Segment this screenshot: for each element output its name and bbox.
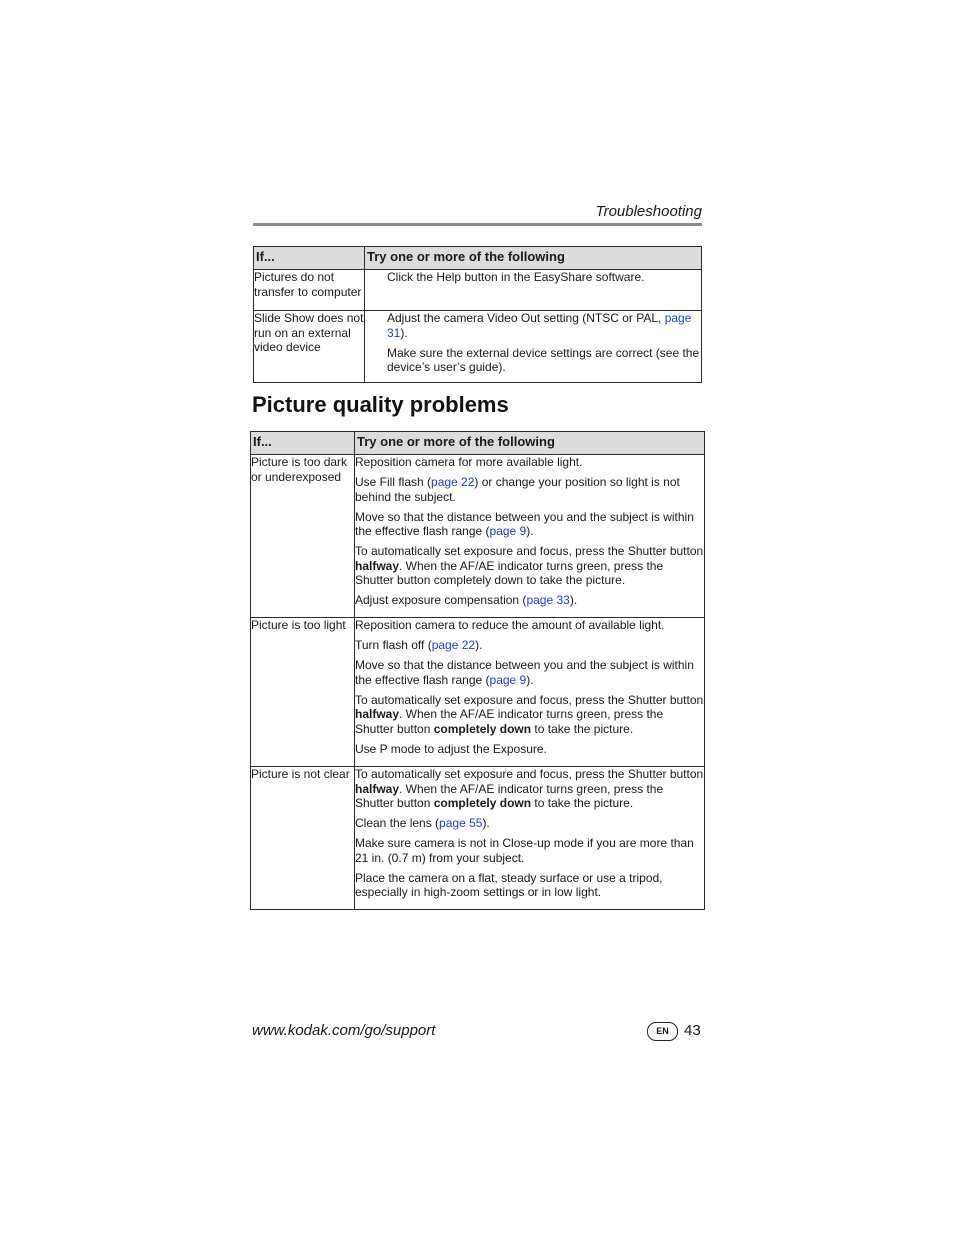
problem-cell: Slide Show does not run on an external video device <box>254 311 365 383</box>
solution-text: Turn flash off (page 22). <box>355 638 483 652</box>
solutions-cell <box>355 455 705 618</box>
solution-text: Make sure the external device settings are correct (see the device’s user’s guide). <box>387 345 700 374</box>
table-row <box>254 270 702 311</box>
header-rule <box>253 223 702 226</box>
column-header-try: Try one or more of the following <box>355 432 705 455</box>
problem-cell: Pictures do not transfer to computer <box>254 270 365 311</box>
solution-text: Clean the lens (page 55). <box>355 816 490 830</box>
running-header-title: Troubleshooting <box>595 203 702 220</box>
solution-text: Reposition camera for more available light. <box>355 455 583 469</box>
solution-text: Move so that the distance between you and the subject is within the effective flash range (page 9). <box>355 658 694 687</box>
solution-text: To automatically set exposure and focus, press the Shutter button halfway. When the AF/AE indicator turns green, press the Shutter button completely down to take the picture. <box>355 767 704 810</box>
page-link[interactable]: page 9 <box>489 672 527 687</box>
picture-quality-table <box>250 431 705 910</box>
troubleshooting-table <box>253 246 702 383</box>
solution-text: Adjust exposure compensation (page 33). <box>355 593 578 607</box>
problem-cell: Picture is too dark or underexposed <box>251 455 355 618</box>
page-link[interactable]: page 22 <box>431 475 475 489</box>
solution-text: Reposition camera to reduce the amount of available light. <box>355 618 665 632</box>
solutions-cell <box>365 270 702 311</box>
solution-text: Click the Help button in the EasyShare software. <box>387 270 645 284</box>
page-number: 43 <box>684 1022 701 1039</box>
table-row <box>251 767 705 910</box>
table-header-row <box>254 247 702 270</box>
page-link[interactable]: page 55 <box>439 816 483 830</box>
footer-support-url[interactable]: www.kodak.com/go/support <box>252 1022 436 1039</box>
table-row <box>251 455 705 618</box>
solution-text: Use P mode to adjust the Exposure. <box>355 741 547 756</box>
page-link[interactable]: page 9 <box>489 524 527 538</box>
solution-text: Adjust the camera Video Out setting (NTSC or PAL, page 31). <box>387 311 692 340</box>
solution-text: To automatically set exposure and focus, press the Shutter button halfway. When the AF/AE indicator turns green, press the Shutter button completely down to take the picture. <box>355 544 704 587</box>
section-title: Picture quality problems <box>252 392 509 417</box>
solutions-cell <box>365 311 702 383</box>
column-header-if: If... <box>254 247 365 270</box>
page-link[interactable]: page 22 <box>431 638 476 652</box>
column-header-if: If... <box>251 432 355 455</box>
solutions-cell <box>355 767 705 910</box>
column-header-try: Try one or more of the following <box>365 247 702 270</box>
solution-text: Place the camera on a flat, steady surface or use a tripod, especially in high-zoom settings or in low light. <box>355 870 663 899</box>
problem-cell: Picture is too light <box>251 618 355 767</box>
solution-text: Use Fill flash (page 22) or change your position so light is not behind the subject. <box>355 475 680 504</box>
table-header-row <box>251 432 705 455</box>
solutions-cell <box>355 618 705 767</box>
page-link[interactable]: page 33 <box>526 593 570 607</box>
page-link[interactable]: page 31 <box>387 311 692 340</box>
table-row <box>251 618 705 767</box>
problem-cell: Picture is not clear <box>251 767 355 910</box>
table-row <box>254 311 702 383</box>
language-badge: EN <box>647 1022 678 1041</box>
solution-text: Make sure camera is not in Close-up mode if you are more than 21 in. (0.7 m) from your subject. <box>355 836 694 865</box>
solution-text: Move so that the distance between you and the subject is within the effective flash range (page 9). <box>355 509 694 538</box>
solution-text: To automatically set exposure and focus, press the Shutter button halfway. When the AF/AE indicator turns green, press the Shutter button completely down to take the picture. <box>355 692 704 736</box>
